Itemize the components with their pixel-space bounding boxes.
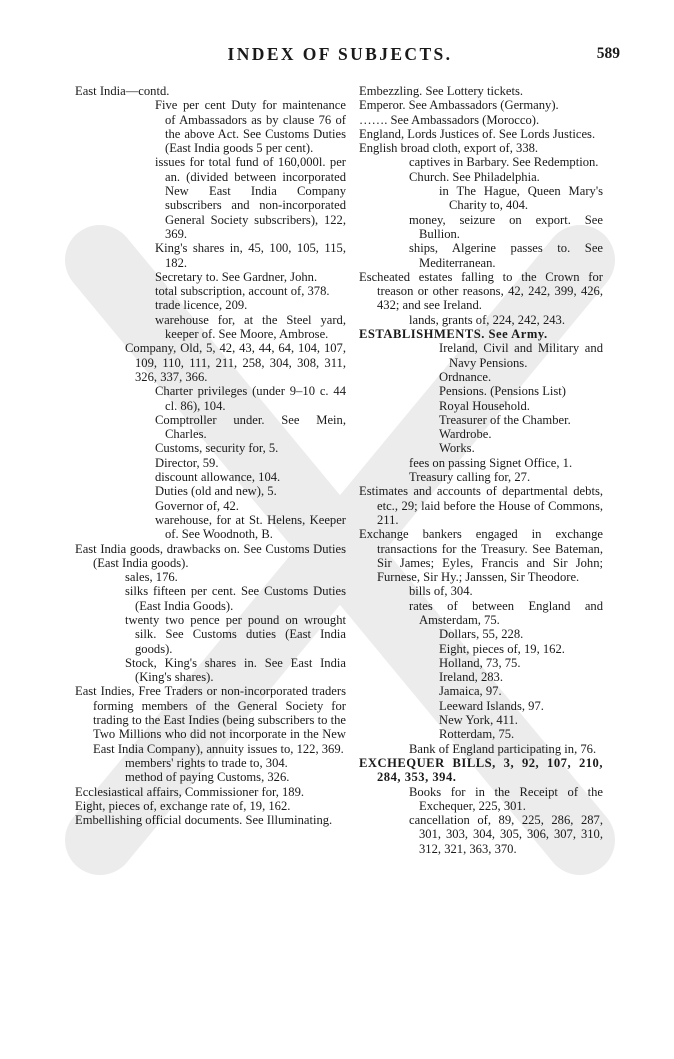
index-entry: silks fifteen per cent. See Customs Duties (East India Goods). bbox=[125, 584, 346, 613]
index-entry: New York, 411. bbox=[439, 713, 518, 728]
index-entry: Emperor. See Ambassadors (Germany). bbox=[359, 98, 559, 113]
index-entry: Rotterdam, 75. bbox=[439, 727, 515, 742]
index-entry: East Indies, Free Traders or non-incorporated traders forming members of the General Society for trading to the East Indies (being subscribers to the Two Millions who did not incorporate in the New East India Company), annuity issues to, 122, 369. bbox=[75, 684, 346, 756]
index-entry: captives in Barbary. See Redemption. bbox=[409, 155, 599, 170]
index-entry: rates of between England and Amsterdam, 75. bbox=[409, 598, 603, 627]
index-entry: members' rights to trade to, 304. bbox=[125, 755, 288, 770]
index-entry: warehouse, for at St. Helens, Keeper of. See Woodnoth, B. bbox=[155, 512, 346, 542]
index-entry: Eight, pieces of, exchange rate of, 19, 162. bbox=[75, 798, 291, 813]
index-entry: Treasury calling for, 27. bbox=[409, 470, 531, 485]
index-entry: lands, grants of, 224, 242, 243. bbox=[409, 312, 566, 327]
index-entry: ……. See Ambassadors (Morocco). bbox=[359, 112, 540, 127]
right-index-column bbox=[359, 84, 603, 856]
index-entry: Ireland, Civil and Military and Navy Pensions. bbox=[439, 341, 603, 370]
index-entry: Five per cent Duty for maintenance of Ambassadors as by clause 76 of the above Act. See Customs Duties (East India goods 5 per cent). bbox=[155, 98, 346, 156]
index-entry: Pensions. (Pensions List) bbox=[439, 384, 566, 399]
index-entry: Governor of, 42. bbox=[155, 498, 239, 513]
index-entry: total subscription, account of, 378. bbox=[155, 284, 330, 299]
index-entry: Escheated estates falling to the Crown for treason or other reasons, 42, 242, 399, 426, 432; and see Ireland. bbox=[359, 269, 603, 313]
page-header bbox=[60, 44, 620, 74]
index-entry: Church. See Philadelphia. bbox=[409, 169, 540, 184]
index-entry: Charter privileges (under 9–10 c. 44 cl. 86), 104. bbox=[155, 384, 346, 413]
index-entry: in The Hague, Queen Mary's Charity to, 404. bbox=[439, 184, 603, 213]
index-entry: Bank of England participating in, 76. bbox=[409, 741, 597, 756]
index-entry: English broad cloth, export of, 338. bbox=[359, 141, 539, 156]
index-entry: Ecclesiastical affairs, Commissioner for, 189. bbox=[75, 784, 305, 799]
index-entry: Stock, King's shares in. See East India (King's shares). bbox=[125, 655, 346, 685]
index-entry: Dollars, 55, 228. bbox=[439, 627, 524, 642]
index-entry: warehouse for, at the Steel yard, keeper of. See Moore, Ambrose. bbox=[155, 312, 346, 342]
index-entry: Duties (old and new), 5. bbox=[155, 484, 277, 499]
index-entry: issues for total fund of 160,000l. per an. (divided between incorporated New East India Company subscribers and non-incorporated General Society subscribers), 122, 369. bbox=[155, 155, 346, 241]
index-entry: Comptroller under. See Mein, Charles. bbox=[155, 412, 346, 442]
index-entry: EXCHEQUER BILLS, 3, 92, 107, 210, 284, 353, 394. bbox=[359, 755, 603, 785]
index-entry: fees on passing Signet Office, 1. bbox=[409, 455, 573, 470]
index-entry: trade licence, 209. bbox=[155, 298, 248, 313]
index-entry: Embezzling. See Lottery tickets. bbox=[359, 84, 524, 98]
index-entry: Leeward Islands, 97. bbox=[439, 698, 544, 713]
index-entry: bills of, 304. bbox=[409, 584, 473, 599]
index-entry: King's shares in, 45, 100, 105, 115, 182. bbox=[155, 241, 346, 270]
left-index-column bbox=[75, 84, 346, 827]
index-entry: discount allowance, 104. bbox=[155, 470, 281, 485]
index-entry: cancellation of, 89, 225, 286, 287, 301, 303, 304, 305, 306, 307, 310, 312, 321, 363, 370. bbox=[409, 813, 603, 856]
page-title: INDEX OF SUBJECTS. bbox=[227, 44, 453, 64]
index-entry: Books for in the Receipt of the Exchequer, 225, 301. bbox=[409, 784, 603, 813]
index-entry: Director, 59. bbox=[155, 455, 219, 470]
index-entry: Exchange bankers engaged in exchange transactions for the Treasury. See Bateman, Sir James; Eyles, Francis and Sir John; Furnese, Sir Hy.; Janssen, Sir Theodore. bbox=[359, 527, 603, 585]
index-entry: twenty two pence per pound on wrought silk. See Customs duties (East India goods). bbox=[125, 612, 346, 656]
index-entry: Eight, pieces of, 19, 162. bbox=[439, 641, 565, 656]
index-entry: Wardrobe. bbox=[439, 427, 492, 442]
index-entry: Customs, security for, 5. bbox=[155, 441, 279, 456]
index-entry: England, Lords Justices of. See Lords Justices. bbox=[359, 126, 596, 141]
index-entry: Ireland, 283. bbox=[439, 670, 503, 685]
index-entry: money, seizure on export. See Bullion. bbox=[409, 212, 603, 241]
index-entry: Holland, 73, 75. bbox=[439, 655, 521, 670]
index-entry: Ordnance. bbox=[439, 369, 492, 384]
page-number: 589 bbox=[596, 45, 620, 62]
index-entry: East India goods, drawbacks on. See Customs Duties (East India goods). bbox=[75, 541, 346, 570]
index-entry: method of paying Customs, 326. bbox=[125, 770, 290, 785]
index-entry: Jamaica, 97. bbox=[439, 684, 502, 699]
index-entry: Estimates and accounts of departmental debts, etc., 29; laid before the House of Commons, 211. bbox=[359, 484, 603, 527]
index-entry: ships, Algerine passes to. See Mediterranean. bbox=[409, 241, 603, 270]
index-entry: ESTABLISHMENTS. See Army. bbox=[359, 327, 548, 342]
index-entry: Company, Old, 5, 42, 43, 44, 64, 104, 107, 109, 110, 111, 211, 258, 304, 308, 311, 326, 337, 366. bbox=[125, 341, 346, 384]
index-entry: Works. bbox=[439, 441, 475, 456]
index-entry: Treasurer of the Chamber. bbox=[439, 412, 571, 427]
index-entry: Embellishing official documents. See Illuminating. bbox=[75, 813, 333, 828]
index-entry: Secretary to. See Gardner, John. bbox=[155, 269, 318, 284]
index-entry: sales, 176. bbox=[125, 570, 178, 585]
index-entry: East India—contd. bbox=[75, 84, 170, 98]
index-entry: Royal Household. bbox=[439, 398, 530, 413]
